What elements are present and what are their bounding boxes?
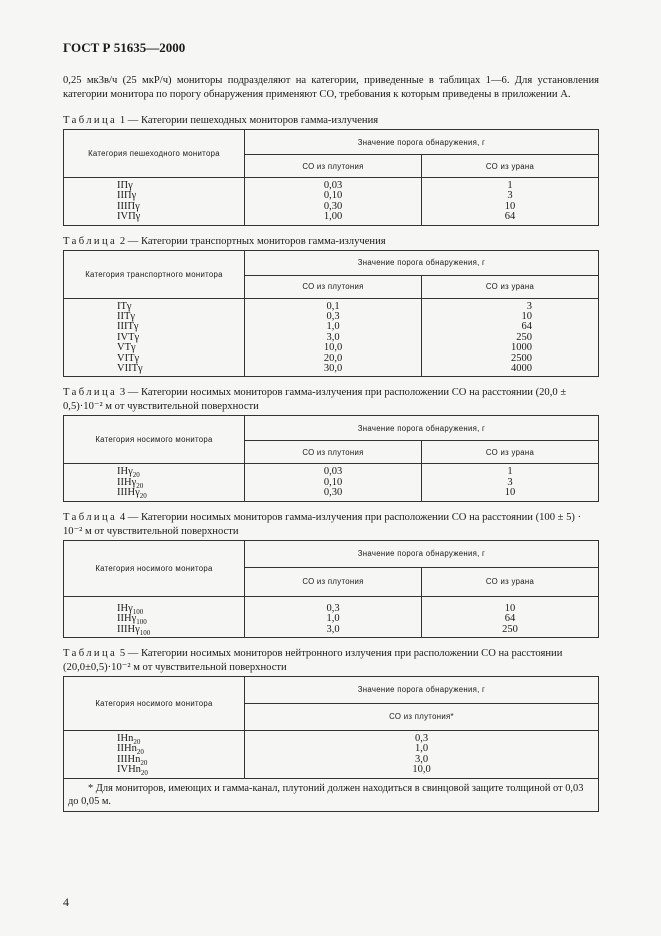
table-3: [63, 415, 599, 501]
table-row: IIПγ: [117, 190, 137, 202]
table-5-pu-header: СО из плутония*: [245, 703, 599, 730]
table-1-u-header: СО из урана: [422, 155, 599, 178]
table-row: IIНn$_{20}$: [117, 743, 144, 757]
standard-header: ГОСТ Р 51635—2000: [63, 40, 186, 55]
table-4-u-values: 10 64 250: [422, 596, 599, 637]
table-1-u-values: 1 3 10 64: [422, 178, 599, 226]
table-1-pu-header: СО из плутония: [245, 155, 422, 178]
table-4-pu-values: 0,3 1,0 3,0: [245, 596, 422, 637]
table-4-pu-header: СО из плутония: [245, 567, 422, 596]
table-2-pu-header: СО из плутония: [245, 275, 422, 298]
table-row: IНn$_{20}$: [117, 732, 141, 746]
table-2-categories: [64, 298, 245, 377]
table-row: IIТγ: [117, 311, 136, 323]
table-5-footnote: * Для мониторов, имеющих и гамма-канал, плутоний должен находиться в свинцовой защите толщиной от 0,03 до 0,05 м.: [64, 778, 599, 811]
table-row: IIIПγ: [117, 200, 140, 212]
table-2-pu-values: 0,1 0,3 1,0 3,0 10,0 20,0 30,0: [245, 298, 422, 377]
table-row: IТγ: [117, 300, 132, 312]
table-3-categories: [64, 464, 245, 501]
table-1-caption: Таблица 1 — Категории пешеходных мониторов гамма-излучения: [63, 115, 379, 126]
table-4-categories: [64, 596, 245, 637]
table-3-caption: Таблица 3 — Категории носимых мониторов гамма-излучения при расположении СО на расстоянии (20,0 ± 0,5)·10⁻² м от чувствительной поверхности: [63, 387, 567, 413]
table-2-u-values: 3 10 64 250 1000 2500 4000: [422, 298, 599, 377]
table-1-threshold-header: Значение порога обнаружения, г: [245, 130, 599, 155]
table-row: IIНγ$_{20}$: [117, 476, 144, 490]
table-row: IIНγ$_{100}$: [117, 613, 147, 627]
table-row: VIТγ: [117, 352, 140, 364]
table-row: VIIТγ: [117, 363, 143, 375]
table-3-pu-values: 0,03 0,10 0,30: [245, 464, 422, 501]
document-page: [63, 40, 599, 812]
table-1-categories: [64, 178, 245, 226]
table-row: IVПγ: [117, 211, 141, 223]
table-1: [63, 129, 599, 226]
table-2-category-header: Категория транспортного монитора: [64, 250, 245, 298]
table-2-threshold-header: Значение порога обнаружения, г: [245, 250, 599, 275]
table-row: IIIНγ$_{20}$: [117, 487, 147, 501]
table-4: [63, 540, 599, 638]
table-row: VТγ: [117, 342, 136, 354]
table-1-category-header: Категория пешеходного монитора: [64, 130, 245, 178]
table-4-caption: Таблица 4 — Категории носимых мониторов гамма-излучения при расположении СО на расстоянии (100 ± 5) · 10⁻² м от чувствительной поверхности: [63, 511, 582, 537]
table-5: [63, 676, 599, 812]
table-row: IVНn$_{20}$: [117, 764, 148, 778]
table-5-pu-values: 0,3 1,0 3,0 10,0: [245, 730, 599, 778]
table-3-category-header: Категория носимого монитора: [64, 416, 245, 464]
table-4-category-header: Категория носимого монитора: [64, 540, 245, 596]
table-4-threshold-header: Значение порога обнаружения, г: [245, 540, 599, 567]
table-3-pu-header: СО из плутония: [245, 441, 422, 464]
table-5-categories: [64, 730, 245, 778]
table-row: IIIНγ$_{100}$: [117, 623, 151, 637]
intro-paragraph: 0,25 мкЗв/ч (25 мкР/ч) мониторы подразделяют на категории, приведенные в таблицах 1—6. Для установления категории монитора по порогу обнаружения применяют СО, требования к которым приведены в приложении А.: [63, 75, 599, 100]
table-row: IIIНn$_{20}$: [117, 753, 148, 767]
table-row: IVТγ: [117, 331, 140, 343]
table-4-u-header: СО из урана: [422, 567, 599, 596]
table-5-category-header: Категория носимого монитора: [64, 676, 245, 730]
table-row: IНγ$_{100}$: [117, 602, 144, 616]
table-row: IIIТγ: [117, 321, 139, 333]
table-3-threshold-header: Значение порога обнаружения, г: [245, 416, 599, 441]
table-3-u-values: 1 3 10: [422, 464, 599, 501]
table-3-u-header: СО из урана: [422, 441, 599, 464]
table-5-threshold-header: Значение порога обнаружения, г: [245, 676, 599, 703]
page-number: 4: [63, 895, 69, 909]
table-2: [63, 250, 599, 378]
table-row: IНγ$_{20}$: [117, 466, 140, 480]
table-2-caption: Таблица 2 — Категории транспортных мониторов гамма-излучения: [63, 235, 386, 247]
table-1-pu-values: 0,03 0,10 0,30 1,00: [245, 178, 422, 226]
table-2-u-header: СО из урана: [422, 275, 599, 298]
table-row: IПγ: [117, 180, 133, 191]
table-5-caption: Таблица 5 — Категории носимых мониторов нейтронного излучения при расположении СО на расстоянии (20,0±0,5)·10⁻² м от чувствительной поверхности: [63, 647, 563, 673]
